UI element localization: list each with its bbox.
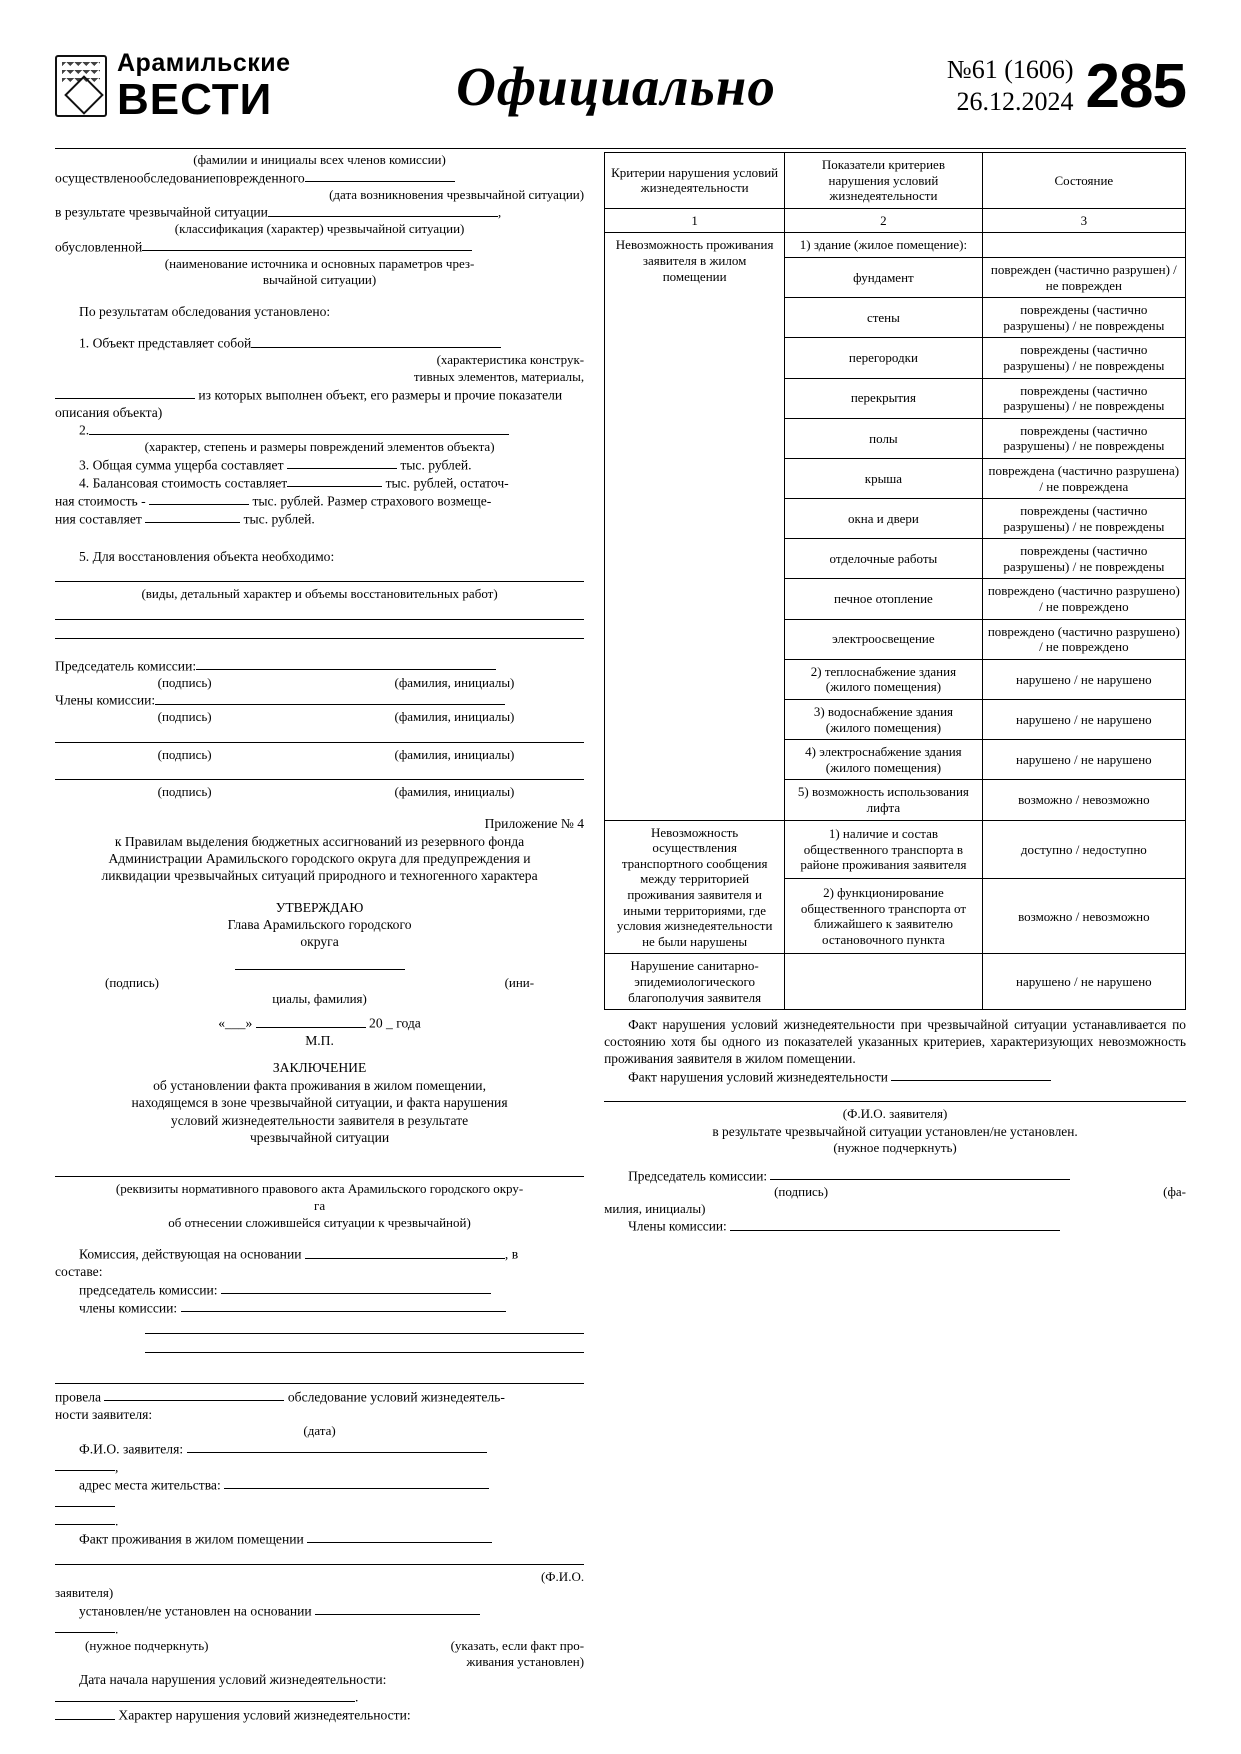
line-caused-by bbox=[55, 238, 584, 256]
caption-works: (виды, детальный характер и объемы восстановительных работ) bbox=[141, 586, 498, 602]
caption-fio: (Ф.И.О. bbox=[540, 1568, 585, 1584]
body-columns bbox=[55, 152, 1186, 1746]
item-3-tail: тыс. рублей. bbox=[400, 457, 472, 473]
indicator-cell: электроосвещение bbox=[785, 619, 983, 659]
text-inspection: осуществленообследованиеповрежденного bbox=[55, 170, 305, 186]
approve-head-1: Глава Арамильского городского bbox=[227, 917, 412, 933]
table-header-row bbox=[605, 153, 1186, 209]
indicator-cell: 1) здание (жилое помещение): bbox=[785, 233, 983, 258]
header-divider bbox=[55, 148, 1186, 149]
conclusion-line-2: находящемся в зоне чрезвычайной ситуации, и факта нарушения bbox=[131, 1095, 508, 1111]
caption-surname-4: (фамилия, инициалы) bbox=[394, 784, 515, 800]
item-4-line3 bbox=[55, 510, 584, 528]
table-footnotes bbox=[604, 1010, 1186, 1235]
criteria-table bbox=[604, 152, 1186, 1010]
item-4-tail: тыс. рублей, остаточ- bbox=[385, 475, 509, 491]
item-1-text: 1. Объект представляет собой bbox=[79, 336, 252, 352]
character-line bbox=[55, 1706, 584, 1724]
chairman-2 bbox=[55, 1281, 584, 1299]
blank-line-works-2 bbox=[55, 605, 584, 620]
commission-basis-tail: , в bbox=[504, 1246, 519, 1262]
start-date-line: Дата начала нарушения условий жизнедеятельности: bbox=[79, 1672, 387, 1687]
state-cell: повреждены (частично разрушены) / не повреждены bbox=[982, 298, 1185, 338]
indicator-cell: отделочные работы bbox=[785, 539, 983, 579]
caption-requisites-2: га bbox=[313, 1198, 326, 1214]
date-day: «___» bbox=[218, 1015, 253, 1031]
signature-captions-4 bbox=[55, 784, 584, 801]
appendix-number: Приложение № 4 bbox=[484, 816, 585, 832]
state-cell: доступно / недоступно bbox=[982, 820, 1185, 879]
state-cell: повреждены (частично разрушены) / не повреждены bbox=[982, 539, 1185, 579]
brand-top: Арамильские bbox=[117, 48, 291, 77]
approve-date bbox=[55, 1014, 584, 1032]
header-criteria: Критерии нарушения условий жизнедеятельности bbox=[605, 153, 785, 209]
results-header: По результатам обследования установлено: bbox=[79, 304, 331, 320]
members-tail bbox=[604, 1217, 1186, 1235]
signature-captions-3 bbox=[55, 747, 584, 764]
indicator-cell: печное отопление bbox=[785, 579, 983, 619]
established-label: установлен/не установлен на основании bbox=[79, 1603, 312, 1619]
signature-captions-2 bbox=[55, 709, 584, 726]
caption-requisites-1: (реквизиты нормативного правового акта Арамильского городского окру- bbox=[115, 1181, 524, 1197]
conclusion-line-3: условий жизнедеятельности заявителя в результате bbox=[170, 1112, 469, 1128]
page-number: 285 bbox=[1085, 51, 1186, 121]
approve-captions bbox=[55, 975, 584, 992]
footnote-para-2-text: Факт нарушения условий жизнедеятельности bbox=[628, 1068, 888, 1084]
issue-number: №61 (1606) bbox=[946, 54, 1074, 84]
address-line bbox=[55, 1476, 584, 1494]
fio-continuation: , bbox=[55, 1458, 584, 1476]
approve-head-2: округа bbox=[300, 934, 339, 950]
blank-line-works-1 bbox=[55, 567, 584, 582]
header-indicators: Показатели критериев нарушения условий жизнедеятельности bbox=[785, 153, 983, 209]
caption-commission-members: (фамилии и инициалы всех членов комиссии) bbox=[193, 152, 446, 167]
item-3-text: 3. Общая сумма ущерба составляет bbox=[79, 457, 284, 473]
caption-date-event: (дата возникновения чрезвычайной ситуации) bbox=[329, 186, 585, 202]
criterion-cell-2: Невозможность осуществления транспортного сообщения между территорией проживания заявителя и иными территориями, где условия жизнедеятельности не были нарушены bbox=[605, 820, 785, 954]
caption-fa: (фа- bbox=[1163, 1184, 1186, 1200]
members-2 bbox=[55, 1299, 584, 1317]
item-4-text: 4. Балансовая стоимость составляет bbox=[79, 475, 288, 491]
caption-signature-3: (подпись) bbox=[157, 746, 212, 762]
caption-classification: (классификация (характер) чрезвычайной ситуации) bbox=[174, 221, 465, 237]
indicator-cell bbox=[785, 954, 983, 1010]
state-cell: повреждено (частично разрушено) / не повреждено bbox=[982, 619, 1185, 659]
caption-indicate-2: живания установлен) bbox=[466, 1654, 585, 1670]
conducted-tail: обследование условий жизнедеятель- bbox=[287, 1389, 505, 1405]
start-date-continuation: . bbox=[55, 1688, 584, 1706]
header-state: Состояние bbox=[982, 153, 1185, 209]
established-continuation: . bbox=[55, 1620, 584, 1638]
mp-label: М.П. bbox=[305, 1033, 334, 1049]
caption-date: (дата) bbox=[303, 1423, 336, 1438]
members-tail-label: Члены комиссии: bbox=[628, 1218, 727, 1234]
item-4-line2 bbox=[55, 492, 584, 510]
established-line bbox=[55, 1602, 584, 1620]
item-4-line2b: тыс. рублей. Размер страхового возмеще- bbox=[252, 493, 492, 509]
caption-surname-2: (фамилия, инициалы) bbox=[394, 709, 515, 725]
indicator-cell: 5) возможность использования лифта bbox=[785, 780, 983, 820]
caption-underline-tail: (нужное подчеркнуть) bbox=[833, 1139, 957, 1155]
fio-applicant-label: Ф.И.О. заявителя: bbox=[79, 1441, 184, 1457]
address-label: адрес места жительства: bbox=[79, 1477, 221, 1493]
established-captions bbox=[55, 1638, 584, 1655]
criterion-cell-1: Невозможность проживания заявителя в жилом помещении bbox=[605, 233, 785, 820]
chairman-line bbox=[55, 657, 584, 675]
applicant-of-line: ности заявителя: bbox=[55, 1406, 153, 1422]
col-number-3: 3 bbox=[982, 208, 1185, 233]
caption-initials: (ини- bbox=[504, 974, 535, 990]
col-number-1: 1 bbox=[605, 208, 785, 233]
state-cell: повреждены (частично разрушены) / не повреждены bbox=[982, 338, 1185, 378]
state-cell: нарушено / не нарушено bbox=[982, 700, 1185, 740]
table-number-row bbox=[605, 208, 1186, 233]
conducted-line bbox=[55, 1388, 584, 1406]
caption-source: (наименование источника и основных параметров чрез- bbox=[164, 255, 475, 271]
page-title: Официально bbox=[456, 55, 776, 117]
state-cell: нарушено / не нарушено bbox=[982, 659, 1185, 699]
caption-signature-approve: (подпись) bbox=[105, 974, 159, 990]
caption-constructive-2: тивных элементов, материалы, bbox=[413, 369, 585, 385]
left-column bbox=[55, 152, 598, 1746]
caption-object-desc: описания объекта) bbox=[55, 404, 163, 420]
footnote-para-2 bbox=[604, 1068, 1186, 1086]
indicator-cell: 2) функционирование общественного транспорта от ближайшего к заявителю остановочного пункта bbox=[785, 879, 983, 954]
caption-indicate: (указать, если факт про- bbox=[450, 1637, 585, 1653]
caption-initials-2: циалы, фамилия) bbox=[272, 991, 367, 1007]
appendix-text-3: ликвидации чрезвычайных ситуаций природного и техногенного характера bbox=[101, 868, 538, 884]
composition-label: составе: bbox=[55, 1264, 103, 1280]
blank-line-fio bbox=[55, 1550, 584, 1565]
state-cell: повреждена (частично разрушена) / не повреждена bbox=[982, 458, 1185, 498]
city-crest-icon bbox=[55, 55, 107, 117]
brand-bottom: ВЕСТИ bbox=[117, 74, 273, 124]
criterion-cell-3: Нарушение санитарно-эпидемиологического благополучия заявителя bbox=[605, 954, 785, 1010]
issue-date: 26.12.2024 bbox=[956, 87, 1074, 116]
state-cell: повреждены (частично разрушены) / не повреждены bbox=[982, 378, 1185, 418]
caption-damage: (характер, степень и размеры повреждений элементов объекта) bbox=[144, 439, 495, 455]
address-continuation-1 bbox=[55, 1494, 584, 1512]
caption-requisites-3: об отнесении сложившейся ситуации к чрезвычайной) bbox=[168, 1214, 471, 1230]
blank-line-member-3 bbox=[55, 765, 584, 780]
indicator-cell: полы bbox=[785, 418, 983, 458]
caption-surname-3: (фамилия, инициалы) bbox=[394, 746, 515, 762]
text-caused-by: обусловленной bbox=[55, 239, 143, 255]
conclusion-line-1: об установлении факта проживания в жилом помещении, bbox=[153, 1077, 486, 1093]
item-1-cont-text: из которых выполнен объект, его размеры и прочие показатели bbox=[198, 387, 563, 403]
right-column bbox=[598, 152, 1186, 1746]
masthead bbox=[55, 40, 1186, 132]
conclusion-line-4: чрезвычайной ситуации bbox=[249, 1130, 390, 1146]
approve-sign-line bbox=[55, 957, 584, 975]
state-cell: поврежден (частично разрушен) / не поврежден bbox=[982, 257, 1185, 297]
indicator-cell: крыша bbox=[785, 458, 983, 498]
state-cell: возможно / невозможно bbox=[982, 780, 1185, 820]
commission-basis bbox=[55, 1245, 584, 1263]
character-label: Характер нарушения условий жизнедеятельности: bbox=[118, 1707, 411, 1723]
indicator-cell: перекрытия bbox=[785, 378, 983, 418]
commission-basis-text: Комиссия, действующая на основании bbox=[79, 1246, 302, 1262]
indicator-cell: стены bbox=[785, 298, 983, 338]
col-number-2: 2 bbox=[785, 208, 983, 233]
footnote-para-1: Факт нарушения условий жизнедеятельности при чрезвычайной ситуации устанавливается по состоянию хотя бы одного из показателей указанных критериев, характеризующих невозможность проживания заявителя в жилом помещении. bbox=[604, 1017, 1186, 1067]
indicator-cell: 1) наличие и состав общественного транспорта в районе проживания заявителя bbox=[785, 820, 983, 879]
item-4-line3a: ния составляет bbox=[55, 511, 142, 527]
indicator-cell: 2) теплоснабжение здания (жилого помещения) bbox=[785, 659, 983, 699]
caption-signature-tail: (подпись) bbox=[774, 1184, 829, 1200]
caption-source-2: вычайной ситуации) bbox=[262, 272, 377, 288]
item-4 bbox=[55, 474, 584, 492]
indicator-cell: 4) электроснабжение здания (жилого помещения) bbox=[785, 740, 983, 780]
issue-info bbox=[947, 54, 1086, 119]
caption-surname-1: (фамилия, инициалы) bbox=[394, 674, 515, 690]
caption-signature-2: (подпись) bbox=[157, 709, 212, 725]
table-row bbox=[605, 233, 1186, 258]
members-line bbox=[55, 691, 584, 709]
conducted-label: провела bbox=[55, 1389, 102, 1405]
appendix-text-2: Администрации Арамильского городского округа для предупреждения и bbox=[108, 850, 531, 866]
brand-name bbox=[117, 48, 291, 124]
fact-living-label: Факт проживания в жилом помещении bbox=[79, 1531, 304, 1547]
fio-applicant-line bbox=[55, 1440, 584, 1458]
line-inspection bbox=[55, 169, 584, 187]
state-cell bbox=[982, 233, 1185, 258]
item-1 bbox=[55, 334, 584, 352]
blank-line-requisites bbox=[55, 1162, 584, 1177]
caption-signature-4: (подпись) bbox=[157, 784, 212, 800]
state-cell: повреждены (частично разрушены) / не повреждены bbox=[982, 499, 1185, 539]
address-continuation-2: . bbox=[55, 1512, 584, 1530]
indicator-cell: перегородки bbox=[785, 338, 983, 378]
state-cell: повреждено (частично разрушено) / не повреждено bbox=[982, 579, 1185, 619]
indicator-cell: окна и двери bbox=[785, 499, 983, 539]
footnote-para-3: в результате чрезвычайной ситуации установлен/не установлен. bbox=[712, 1123, 1078, 1139]
appendix-text-1: к Правилам выделения бюджетных ассигнований из резервного фонда bbox=[114, 833, 525, 849]
state-cell: возможно / невозможно bbox=[982, 879, 1185, 954]
line-result-of: в результате чрезвычайной ситуации , bbox=[55, 204, 502, 220]
item-1-cont bbox=[55, 386, 584, 404]
caption-constructive: (характеристика конструк- bbox=[436, 352, 585, 368]
text-result-of: в результате чрезвычайной ситуации bbox=[55, 204, 268, 220]
item-4-line3b: тыс. рублей. bbox=[243, 511, 315, 527]
table-row bbox=[605, 820, 1186, 879]
blank-line-member-2 bbox=[55, 728, 584, 743]
item-2 bbox=[55, 421, 584, 439]
chairman-2-label: председатель комиссии: bbox=[79, 1282, 218, 1298]
blank-line-works-3 bbox=[55, 624, 584, 639]
item-5: 5. Для восстановления объекта необходимо: bbox=[79, 548, 335, 564]
chairman-label: Председатель комиссии: bbox=[55, 658, 197, 674]
blank-line-members-3 bbox=[145, 1338, 584, 1353]
indicator-cell: фундамент bbox=[785, 257, 983, 297]
applicant-word: заявителя) bbox=[55, 1585, 114, 1601]
fact-living-line bbox=[55, 1530, 584, 1548]
chairman-tail-label: Председатель комиссии: bbox=[628, 1167, 768, 1183]
state-cell: нарушено / не нарушено bbox=[982, 740, 1185, 780]
table-row bbox=[605, 954, 1186, 1010]
members-label: Члены комиссии: bbox=[55, 692, 156, 708]
blank-line-conducted bbox=[55, 1369, 584, 1384]
state-cell: нарушено / не нарушено bbox=[982, 954, 1185, 1010]
indicator-cell: 3) водоснабжение здания (жилого помещения) bbox=[785, 700, 983, 740]
blank-line-fio-tail bbox=[604, 1087, 1186, 1102]
signature-captions-1 bbox=[55, 675, 584, 692]
blank-line-members-2 bbox=[145, 1319, 584, 1334]
caption-fio-applicant: (Ф.И.О. заявителя) bbox=[842, 1106, 948, 1122]
item-3 bbox=[55, 456, 584, 474]
newspaper-logo bbox=[55, 48, 345, 124]
caption-milia: милия, инициалы) bbox=[604, 1200, 706, 1216]
caption-underline-needed: (нужное подчеркнуть) bbox=[85, 1637, 209, 1653]
chairman-tail-captions bbox=[604, 1184, 1186, 1201]
chairman-tail bbox=[604, 1167, 1186, 1185]
approve-label: УТВЕРЖДАЮ bbox=[275, 899, 364, 915]
members-2-label: члены комиссии: bbox=[79, 1300, 178, 1316]
item-4-line2a: ная стоимость - bbox=[55, 493, 146, 509]
caption-signature-1: (подпись) bbox=[157, 674, 212, 690]
state-cell: повреждены (частично разрушены) / не повреждены bbox=[982, 418, 1185, 458]
date-year: 20 _ года bbox=[369, 1015, 421, 1031]
item-2-text: 2. bbox=[79, 422, 90, 438]
conclusion-title: ЗАКЛЮЧЕНИЕ bbox=[272, 1060, 367, 1076]
